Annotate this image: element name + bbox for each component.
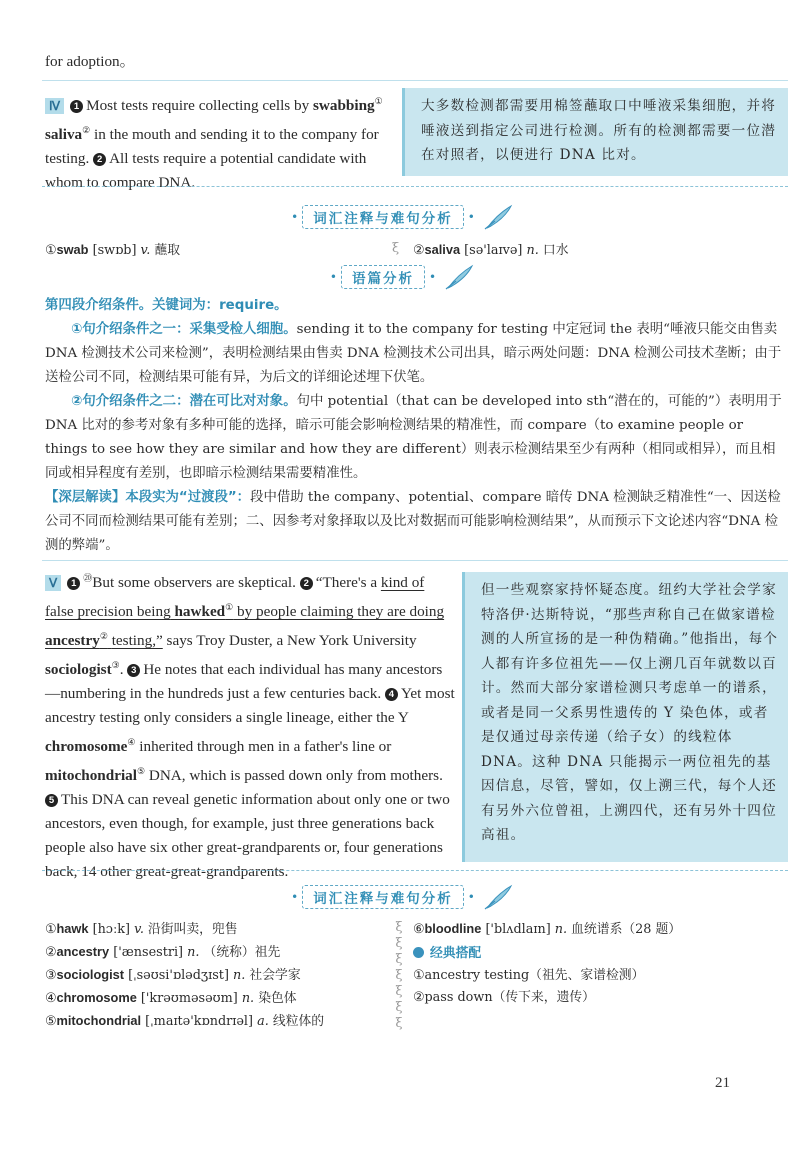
feather-pen-icon (444, 264, 474, 290)
sentence-number-2: 2 (300, 577, 313, 590)
previous-paragraph-tail: for adoption。 (45, 53, 135, 70)
collocation-item: ②pass down（传下来，遗传） (413, 990, 595, 1005)
collocation-item: ①ancestry testing（祖先、家谱检测） (413, 968, 645, 983)
vocab-item-chromosome: ④chromosome ['krəʊməsəʊm] n. 染色体 (45, 990, 297, 1006)
vocab-item-ancestry: ②ancestry ['ænsestri] n. （统称）祖先 (45, 944, 281, 960)
section-divider (42, 80, 788, 81)
paragraph-5-translation: 但一些观察家持怀疑态度。纽约大学社会学家特洛伊·达斯特说，“那些声称自己在做家谱检测的人所宣扬的是一种伪精确。”他指出，每个人都有许多位祖先——仅上溯几百年就数以百计。然而大部分家谱检测只考虑单一的谱系，或者是同一父系男性遗传的 Y 染色体，或者是仅通过母亲传递（给子女）的线粒体 DNA。这种 DNA 只能揭示一两位祖先的基因信息，尽管，譬如，仅上溯三代，每个人还有另外六位曾祖，上溯四代，还有另外十四位高祖。 (462, 572, 788, 862)
feather-pen-icon (483, 884, 513, 910)
dashed-divider (42, 186, 788, 187)
roman-numeral-5: Ⅴ (45, 575, 61, 591)
vocab-item-saliva: ②saliva [sə'laɪvə] n. 口水 (413, 242, 569, 258)
paragraph-4-analysis: 第四段介绍条件。关键词为：require。 ①句介绍条件之一：采集受检人细胞。sending it to the company for testing 中定冠词 the 表明“唾液只能交由售卖 DNA 检测技术公司来检测”，表明检测结果由售卖 DNA 检测技术公司出具，暗示两处问题：DNA 检测公司技术垄断；由于送检公司不同，检测结果可能有异，为后文的详细论述埋下伏笔。 ②句介绍条件之二：潜在可比对对象。句中 potential（that can be developed into sth“潜在的，可能的”）表明用于 DNA 比对的参考对象有多种可能的选择，暗示可能会影响检测结果的精准性，而 compare（to examine people or things to see how they are similar and how they are different）则表示检测结果至少有两种（相同或相异），而且相同或相异程度有差别，也即暗示检测结果需要精准性。 【深层解读】本段实为“过渡段”：段中借助 the company、potential、compare 暗传 DNA 检测缺乏精准性“一、因送检公司不同而检测结果可能有差别；二、因参考对象择取以及比对数据而可能影响检测结果”，从而预示下文论述内容“DNA 检测的弊端”。 (45, 298, 782, 553)
bullet-dot-icon (413, 947, 424, 958)
vocab-item-hawk: ①hawk [hɔːk] v. 沿街叫卖，兜售 (45, 921, 238, 937)
sentence-number-2: 2 (93, 153, 106, 166)
page-number: 21 (715, 1075, 730, 1091)
vocab-item-swab: ①swab [swɒb] v. 蘸取 (45, 242, 180, 258)
vocab-item-sociologist: ③sociologist [ˌsəʊsi'ɒlədʒɪst] n. 社会学家 (45, 967, 301, 983)
vocab-list-paragraph-5 (45, 918, 324, 1033)
roman-numeral-4: Ⅳ (45, 98, 64, 114)
feather-pen-icon (483, 204, 513, 230)
sentence-number-1: 1 (67, 577, 80, 590)
vocab-item-bloodline: ⑥bloodline ['blʌdlaɪn] n. 血统谱系（28 题） (413, 921, 682, 937)
dashed-divider (42, 870, 788, 871)
sentence-number-4: 4 (385, 688, 398, 701)
keyword-swabbing: swabbing (313, 97, 375, 115)
column-divider-squiggle: ξ (392, 241, 400, 256)
paragraph-4-translation: 大多数检测都需要用棉签蘸取口中唾液采集细胞，并将唾液送到指定公司进行检测。所有的检测都需要一位潜在对照者，以便进行 DNA 比对。 (402, 88, 788, 176)
vocab-item-mitochondrial: ⑤mitochondrial [ˌmaɪtə'kɒndrɪəl] a. 线粒体的 (45, 1013, 325, 1029)
section-divider (42, 560, 788, 561)
sentence-number-3: 3 (127, 664, 140, 677)
sentence-number-1: 1 (70, 100, 83, 113)
banner-vocab-2: • 词汇注释与难句分析 • (0, 884, 800, 910)
collocation-heading: 经典搭配 (413, 943, 681, 965)
paragraph-4-english: Ⅳ 1 Most tests require collecting cells by swabbing① saliva② in the mouth and sending it to the company for testing. 2 All tests require a potential candidate with whom to compare DNA. (45, 96, 383, 192)
paragraph-5-english: Ⅴ 1⑳But some observers are skeptical. 2 “There's a kind of false precision being hawked① by people claiming they are doing ancestry② testing,” says Troy Duster, a New York University sociologist③. 3 He notes that each individual has many ancestors—numbering in the hundreds just a few centuries back. 4 Yet most ancestry testing only considers a single lineage, either the Y chromosome④ inherited through men in a father's line or mitochondrial⑤ DNA, which is passed down only from mothers. 5 This DNA can reveal genetic information about only one or two ancestors, even though, for example, just three generations back people also have six other great-grandparents or, four generations back, 14 other great-great-grandparents. (45, 573, 455, 881)
banner-text-analysis: • 语篇分析 • (0, 264, 800, 290)
sentence-number-5: 5 (45, 794, 58, 807)
analysis-title: 第四段介绍条件。关键词为：require。 (45, 298, 288, 313)
banner-vocab-1: • 词汇注释与难句分析 • (0, 204, 800, 230)
keyword-saliva: saliva (45, 126, 83, 144)
underlined-quote: kind of false precision being hawked① by people claiming they are doing ancestry② testing,” (45, 574, 445, 650)
vocab-right-column (413, 918, 681, 1009)
column-divider-squiggle: ξ ξ ξ ξ ξ ξ ξ (395, 920, 403, 1031)
